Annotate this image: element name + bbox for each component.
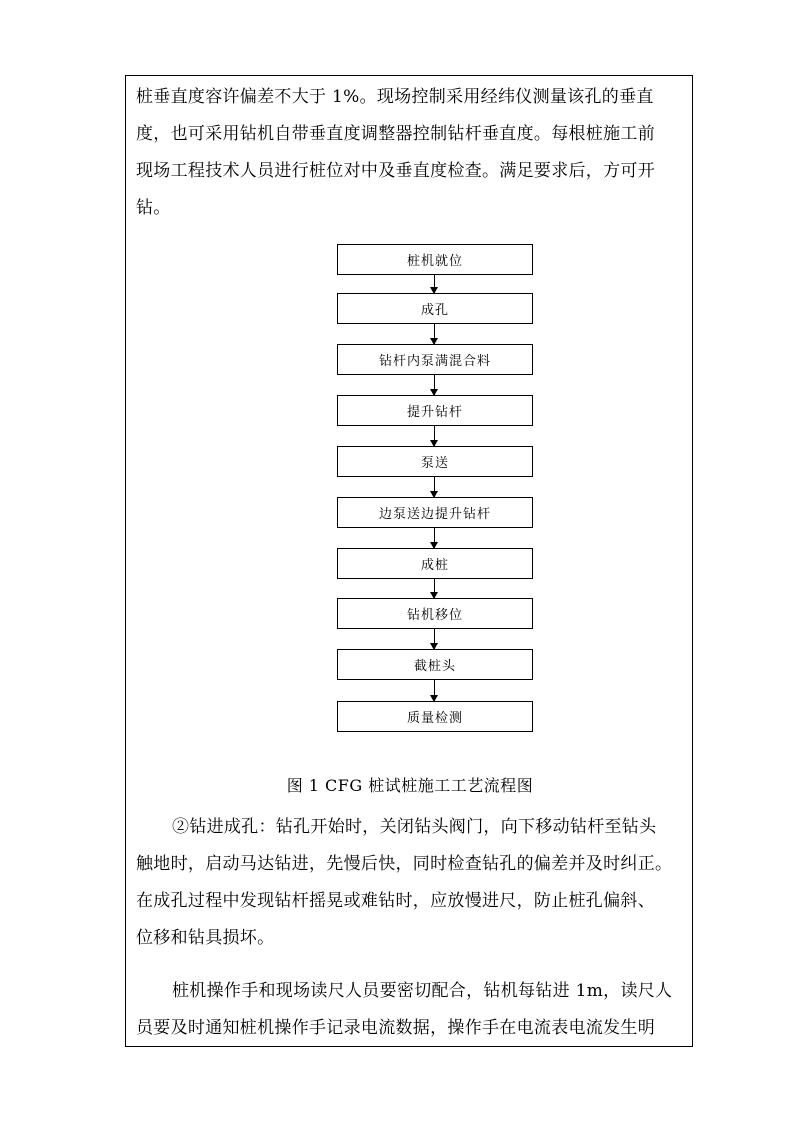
flow-arrow: [434, 629, 435, 649]
drilling-paragraph: [136, 809, 688, 957]
drilling-line: 位移和钻具损坏。: [136, 928, 275, 948]
flow-arrow: [434, 426, 435, 446]
operator-line: 员要及时通知桩机操作手记录电流数据，操作手在电流表电流发生明: [136, 1018, 655, 1038]
operator-line: 桩机操作手和现场读尺人员要密切配合，钻机每钻进 1m，读尺人: [172, 981, 673, 1001]
intro-line: 度，也可采用钻机自带垂直度调整器控制钻杆垂直度。每根桩施工前: [136, 124, 655, 144]
flow-step-quality-inspection: 质量检测: [337, 701, 533, 732]
flow-arrow: [434, 275, 435, 293]
process-flowchart: [126, 76, 694, 795]
drilling-line: 触地时，启动马达钻进，先慢后快，同时检查钻孔的偏差并及时纠正。: [136, 854, 673, 874]
flow-arrow: [434, 324, 435, 344]
flow-arrow: [434, 680, 435, 701]
operator-paragraph: [136, 973, 688, 1047]
drilling-line: 在成孔过程中发现钻杆摇晃或难钻时，应放慢进尺，防止桩孔偏斜、: [136, 891, 655, 911]
flow-step-pump-mixture: 钻杆内泵满混合料: [337, 344, 533, 375]
flow-step-pumping: 泵送: [337, 446, 533, 477]
document-frame: [125, 75, 693, 1047]
drilling-line: ②钻进成孔：钻孔开始时，关闭钻头阀门，向下移动钻杆至钻头: [172, 817, 657, 837]
figure-caption: 图 1 CFG 桩试桩施工工艺流程图: [286, 776, 534, 795]
flow-step-pile-formed: 成桩: [337, 548, 533, 579]
flow-step-pile-rig-positioning: 桩机就位: [337, 244, 533, 275]
flow-step-lift-drill-rod: 提升钻杆: [337, 395, 533, 426]
intro-line: 现场工程技术人员进行桩位对中及垂直度检查。满足要求后，方可开: [136, 161, 655, 181]
flow-step-rig-relocation: 钻机移位: [337, 598, 533, 629]
intro-line: 钻。: [136, 198, 171, 218]
flow-arrow: [434, 528, 435, 548]
flow-step-hole-forming: 成孔: [337, 293, 533, 324]
intro-line: 桩垂直度容许偏差不大于 1%。现场控制采用经纬仪测量该孔的垂直: [136, 87, 654, 107]
flow-arrow: [434, 477, 435, 497]
flow-arrow: [434, 375, 435, 395]
flow-step-cut-pile-head: 截桩头: [337, 649, 533, 680]
flow-step-pump-while-lifting: 边泵送边提升钻杆: [337, 497, 533, 528]
flow-arrow: [434, 579, 435, 598]
